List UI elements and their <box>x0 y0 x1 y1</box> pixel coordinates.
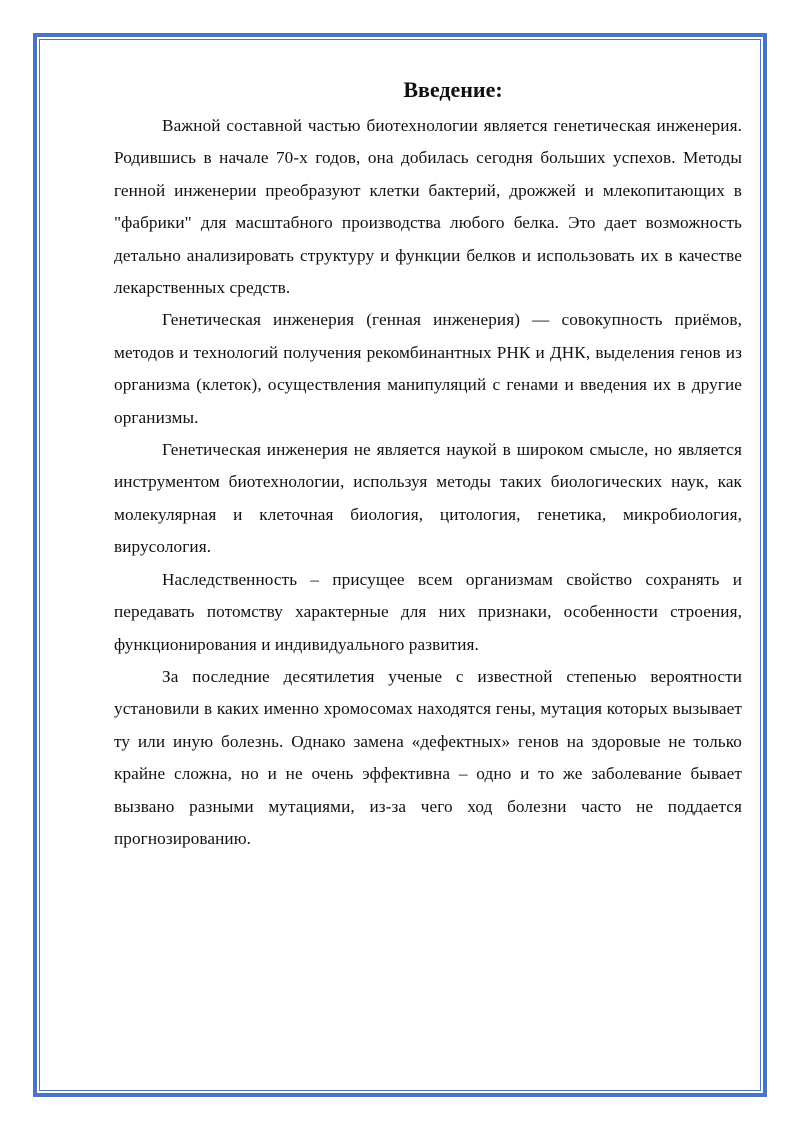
paragraph-heredity: Наследственность – присущее всем организмам свойство сохранять и передавать потомству характерные для них признаки, особенности строения, функционирования и индивидуального развития. <box>114 569 742 654</box>
paragraph-definition: Генетическая инженерия (генная инженерия) — совокупность приёмов, методов и технологий получения рекомбинантных РНК и ДНК, выделения генов из организма (клеток), осуществления манипуляций с генами и введения их в другие организмы. <box>114 310 742 427</box>
document-body <box>114 74 742 855</box>
paragraph-intro: Важной составной частью биотехнологии является генетическая инженерия. Родившись в начале 70-х годов, она добилась сегодня больших успехов. Методы генной инженерии преобразуют клетки бактерий, дрожжей и млекопитающих в "фабрики" для масштабного производства любого белка. Это дает возможность детально анализировать структуру и функции белков и использовать их в качестве лекарственных средств. <box>114 116 742 298</box>
paragraph-tool: Генетическая инженерия не является наукой в широком смысле, но является инструментом биотехнологии, используя методы таких биологических наук, как молекулярная и клеточная биология, цитология, генетика, микробиология, вирусология. <box>114 440 742 557</box>
page-title: Введение: <box>403 77 503 102</box>
paragraph-mutations: За последние десятилетия ученые с известной степенью вероятности установили в каких именно хромосомах находятся гены, мутация которых вызывает ту или иную болезнь. Однако замена «дефектных» генов на здоровые не только крайне сложна, но и не очень эффективна – одно и то же заболевание бывает вызвано разными мутациями, из-за чего ход болезни часто не поддается прогнозированию. <box>114 666 742 848</box>
